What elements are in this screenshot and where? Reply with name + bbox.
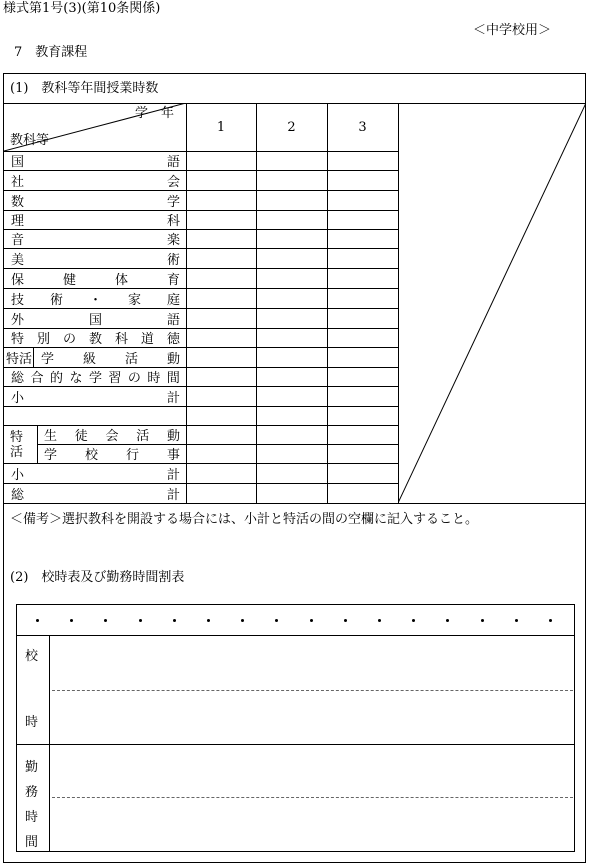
subject-row-label xyxy=(4,328,186,347)
row-char: 級 xyxy=(82,351,96,367)
subject-row-label xyxy=(4,463,186,483)
subject-row-label xyxy=(4,210,186,229)
form-id: 様式第1号(3)(第10条関係) xyxy=(3,1,161,16)
row-char: な xyxy=(69,371,83,386)
row-char: 特 xyxy=(11,332,25,347)
table1-note: ＜備考＞選択教科を開設する場合には、小計と特活の間の空欄に記入すること。 xyxy=(10,512,479,527)
row-divider xyxy=(52,797,573,798)
row-char: 学 xyxy=(44,448,58,463)
subject-row-label xyxy=(4,367,186,386)
row-char: 徒 xyxy=(74,429,88,444)
row-char: 徳 xyxy=(166,332,180,347)
period-dot xyxy=(344,619,347,622)
row-char: ・ xyxy=(88,292,102,308)
tokkatsu-group-label: 特活 xyxy=(10,430,24,460)
schedule-table xyxy=(16,604,575,852)
tokkatsu-prefix: 特活 xyxy=(4,347,34,367)
row-label-period-1: 校 xyxy=(25,649,39,664)
row-char: の xyxy=(62,332,76,347)
subject-row-label xyxy=(4,151,186,170)
row-char: 習 xyxy=(108,371,122,386)
subject-row-label xyxy=(4,190,186,210)
corner-subject-label: 教科等 xyxy=(10,133,50,148)
row-char: 楽 xyxy=(166,233,180,248)
row-char: 会 xyxy=(105,429,119,444)
subject-row-label xyxy=(4,288,186,308)
subject-row-label xyxy=(4,268,186,288)
section-title: 7 教育課程 xyxy=(14,45,88,60)
row-char: 家 xyxy=(127,292,141,308)
row-char: 小 xyxy=(11,390,25,406)
subject-row-label xyxy=(4,406,186,425)
row-char: 事 xyxy=(166,448,180,463)
row-label-work-hours: 勤 務 時 間 xyxy=(25,760,39,850)
subject-row-label xyxy=(4,308,186,328)
row-char: 育 xyxy=(166,272,180,288)
row-char: 体 xyxy=(114,272,128,288)
grade-header-2: 2 xyxy=(287,119,296,135)
row-char: 学 xyxy=(88,371,102,386)
row-char: 庭 xyxy=(166,292,180,308)
subject-row-label xyxy=(4,248,186,268)
row-divider xyxy=(52,690,573,691)
period-dot xyxy=(378,619,381,622)
row-char: 道 xyxy=(140,332,154,347)
row-char: 科 xyxy=(114,332,128,347)
row-char: 時 xyxy=(147,371,161,386)
row-char: 社 xyxy=(11,174,25,190)
row-char: 学 xyxy=(41,351,55,367)
period-dot xyxy=(481,619,484,622)
period-dot xyxy=(173,619,176,622)
row-char: 合 xyxy=(30,371,44,386)
school-type-label: ＜中学校用＞ xyxy=(473,23,552,38)
row-char: 術 xyxy=(49,292,63,308)
row-char: 学 xyxy=(166,194,180,210)
row-char: 国 xyxy=(11,155,25,170)
subject-row-label xyxy=(4,483,186,503)
row-char: 活 xyxy=(124,351,138,367)
row-char: の xyxy=(127,371,141,386)
grade-header-3: 3 xyxy=(358,119,367,135)
row-char: 計 xyxy=(166,467,180,483)
row-char: 技 xyxy=(11,292,25,308)
row-char: 会 xyxy=(166,174,180,190)
row-char: 教 xyxy=(88,332,102,347)
corner-grade-label: 学 年 xyxy=(135,106,175,121)
subject-row-label xyxy=(4,229,186,248)
table2-title: (2) 校時表及び勤務時間割表 xyxy=(10,570,185,585)
blank-area-diagonal xyxy=(398,103,586,503)
row-char: 活 xyxy=(136,429,150,444)
subject-row-label xyxy=(4,386,186,406)
period-dot xyxy=(207,619,210,622)
row-char: 計 xyxy=(166,390,180,406)
row-char: 術 xyxy=(166,252,180,268)
row-char: 理 xyxy=(11,214,25,229)
row-char: 国 xyxy=(88,312,102,328)
period-dot xyxy=(139,619,142,622)
subject-row-label xyxy=(37,444,186,463)
row-char: 美 xyxy=(11,252,25,268)
row-char: 音 xyxy=(11,233,25,248)
table1-title: (1) 教科等年間授業時数 xyxy=(10,81,159,96)
row-char: 間 xyxy=(166,371,180,386)
row-char: 健 xyxy=(62,272,76,288)
row-char: 動 xyxy=(166,351,180,367)
subject-row-label xyxy=(34,347,186,367)
row-char: 科 xyxy=(166,214,180,229)
period-dot xyxy=(549,619,552,622)
row-char: 別 xyxy=(36,332,50,347)
subject-row-label xyxy=(4,170,186,190)
subject-row-label xyxy=(37,425,186,444)
row-char: 行 xyxy=(125,448,139,463)
row-char: 語 xyxy=(166,155,180,170)
period-dot xyxy=(36,619,39,622)
row-char: 計 xyxy=(166,487,180,503)
row-char: 語 xyxy=(166,312,180,328)
row-char: 動 xyxy=(166,429,180,444)
grade-header-1: 1 xyxy=(216,119,226,135)
period-dot xyxy=(310,619,313,622)
row-char: 保 xyxy=(11,272,25,288)
row-char: 総 xyxy=(11,487,25,503)
row-label-period-2: 時 xyxy=(25,715,39,730)
row-char: 総 xyxy=(11,371,25,386)
period-dot xyxy=(515,619,518,622)
row-char: 的 xyxy=(49,371,63,386)
row-char: 外 xyxy=(11,312,25,328)
row-char: 小 xyxy=(11,467,25,483)
row-char: 生 xyxy=(44,429,58,444)
row-char: 数 xyxy=(11,194,25,210)
row-char: 校 xyxy=(84,448,98,463)
